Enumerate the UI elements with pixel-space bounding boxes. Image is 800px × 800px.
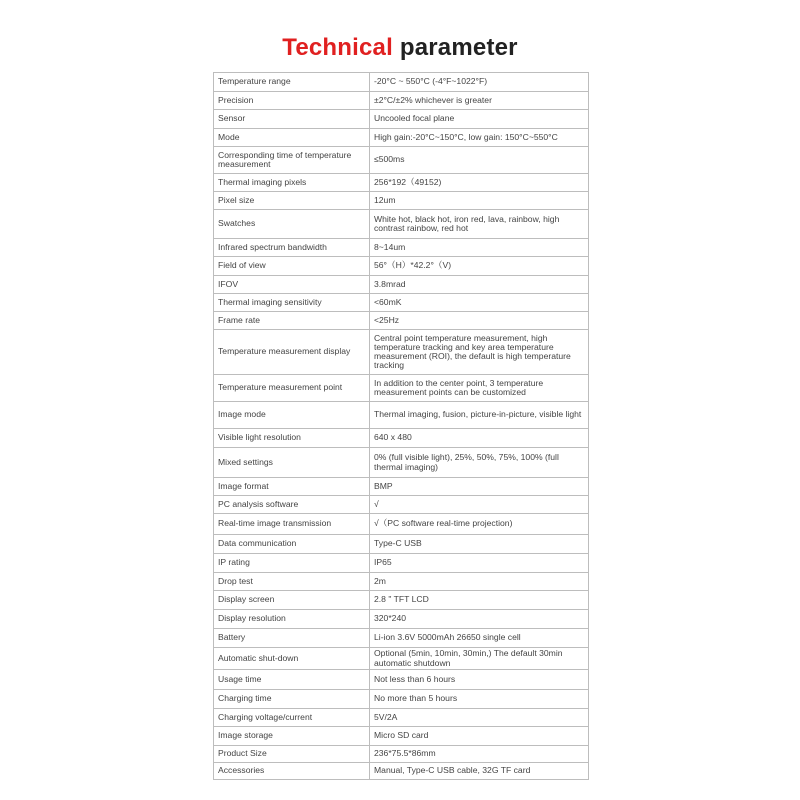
table-row [214, 496, 589, 514]
row-value: Uncooled focal plane [370, 110, 589, 129]
row-value: 256*192（49152) [370, 174, 589, 192]
title-rest: parameter [399, 34, 518, 61]
row-label: Temperature range [214, 73, 370, 92]
table-row [214, 210, 589, 239]
table-row [214, 727, 589, 746]
row-label: Corresponding time of temperature measurement [214, 147, 370, 174]
row-value: IP65 [370, 554, 589, 573]
row-value: 2.8 " TFT LCD [370, 591, 589, 610]
row-value: Manual, Type-C USB cable, 32G TF card [370, 763, 589, 780]
row-label: Battery [214, 629, 370, 648]
title-highlight: Technical [282, 34, 393, 61]
row-value: No more than 5 hours [370, 690, 589, 709]
table-row [214, 610, 589, 629]
row-label: Real-time image transmission [214, 514, 370, 535]
row-value: <60mK [370, 294, 589, 312]
row-label: Temperature measurement display [214, 330, 370, 375]
table-row [214, 375, 589, 402]
row-label: Pixel size [214, 192, 370, 210]
table-row [214, 110, 589, 129]
row-value: Li-ion 3.6V 5000mAh 26650 single cell [370, 629, 589, 648]
table-row [214, 330, 589, 375]
row-label: Infrared spectrum bandwidth [214, 239, 370, 257]
row-value: √ [370, 496, 589, 514]
row-value: <25Hz [370, 312, 589, 330]
row-value: 3.8mrad [370, 276, 589, 294]
table-row [214, 402, 589, 429]
row-value: 236*75.5*86mm [370, 746, 589, 763]
table-row [214, 257, 589, 276]
table-row [214, 591, 589, 610]
row-value: BMP [370, 478, 589, 496]
table-row [214, 690, 589, 709]
table-row [214, 573, 589, 591]
table-row [214, 478, 589, 496]
table-row [214, 147, 589, 174]
row-label: Thermal imaging sensitivity [214, 294, 370, 312]
row-value: Central point temperature measurement, high temperature tracking and key area temperature measurement (ROI), the default is high temperature tracking [370, 330, 589, 375]
row-value: High gain:-20°C~150°C, low gain: 150°C~550°C [370, 129, 589, 147]
row-label: Charging time [214, 690, 370, 709]
row-label: Charging voltage/current [214, 709, 370, 727]
row-value: 12um [370, 192, 589, 210]
row-label: Usage time [214, 670, 370, 690]
row-value: 8~14um [370, 239, 589, 257]
row-value: √（PC software real-time projection) [370, 514, 589, 535]
row-value: In addition to the center point, 3 temperature measurement points can be customized [370, 375, 589, 402]
row-value: -20°C ~ 550°C (-4°F~1022°F) [370, 73, 589, 92]
table-row [214, 448, 589, 478]
row-label: Automatic shut-down [214, 648, 370, 670]
row-value: ±2°C/±2% whichever is greater [370, 92, 589, 110]
table-row [214, 554, 589, 573]
table-row [214, 709, 589, 727]
table-row [214, 746, 589, 763]
table-row [214, 670, 589, 690]
row-label: Image storage [214, 727, 370, 746]
row-label: Data communication [214, 535, 370, 554]
page-title [0, 34, 800, 62]
row-label: Precision [214, 92, 370, 110]
table-row [214, 174, 589, 192]
row-value: 2m [370, 573, 589, 591]
row-value: Not less than 6 hours [370, 670, 589, 690]
row-label: Thermal imaging pixels [214, 174, 370, 192]
row-label: Mode [214, 129, 370, 147]
table-row [214, 648, 589, 670]
spec-table [213, 72, 589, 780]
table-row [214, 192, 589, 210]
row-label: Drop test [214, 573, 370, 591]
row-label: Mixed settings [214, 448, 370, 478]
row-label: Temperature measurement point [214, 375, 370, 402]
table-row [214, 429, 589, 448]
row-label: Image format [214, 478, 370, 496]
row-value: 0% (full visible light), 25%, 50%, 75%, 100% (full thermal imaging) [370, 448, 589, 478]
row-label: PC analysis software [214, 496, 370, 514]
row-value: ≤500ms [370, 147, 589, 174]
row-label: Display resolution [214, 610, 370, 629]
row-value: White hot, black hot, iron red, lava, rainbow, high contrast rainbow, red hot [370, 210, 589, 239]
row-label: Frame rate [214, 312, 370, 330]
row-label: Swatches [214, 210, 370, 239]
row-label: IP rating [214, 554, 370, 573]
row-label: IFOV [214, 276, 370, 294]
row-label: Display screen [214, 591, 370, 610]
row-label: Sensor [214, 110, 370, 129]
table-row [214, 514, 589, 535]
table-row [214, 312, 589, 330]
table-row [214, 535, 589, 554]
row-label: Visible light resolution [214, 429, 370, 448]
row-value: Thermal imaging, fusion, picture-in-picture, visible light [370, 402, 589, 429]
row-value: Optional (5min, 10min, 30min,) The default 30min automatic shutdown [370, 648, 589, 670]
row-label: Field of view [214, 257, 370, 276]
table-row [214, 629, 589, 648]
table-row [214, 73, 589, 92]
row-value: Type-C USB [370, 535, 589, 554]
row-label: Accessories [214, 763, 370, 780]
row-value: 5V/2A [370, 709, 589, 727]
row-value: Micro SD card [370, 727, 589, 746]
row-label: Product Size [214, 746, 370, 763]
row-value: 640 x 480 [370, 429, 589, 448]
table-row [214, 239, 589, 257]
table-row [214, 92, 589, 110]
row-label: Image mode [214, 402, 370, 429]
table-row [214, 294, 589, 312]
row-value: 320*240 [370, 610, 589, 629]
table-row [214, 276, 589, 294]
table-row [214, 763, 589, 780]
row-value: 56°（H）*42.2°（V) [370, 257, 589, 276]
table-row [214, 129, 589, 147]
